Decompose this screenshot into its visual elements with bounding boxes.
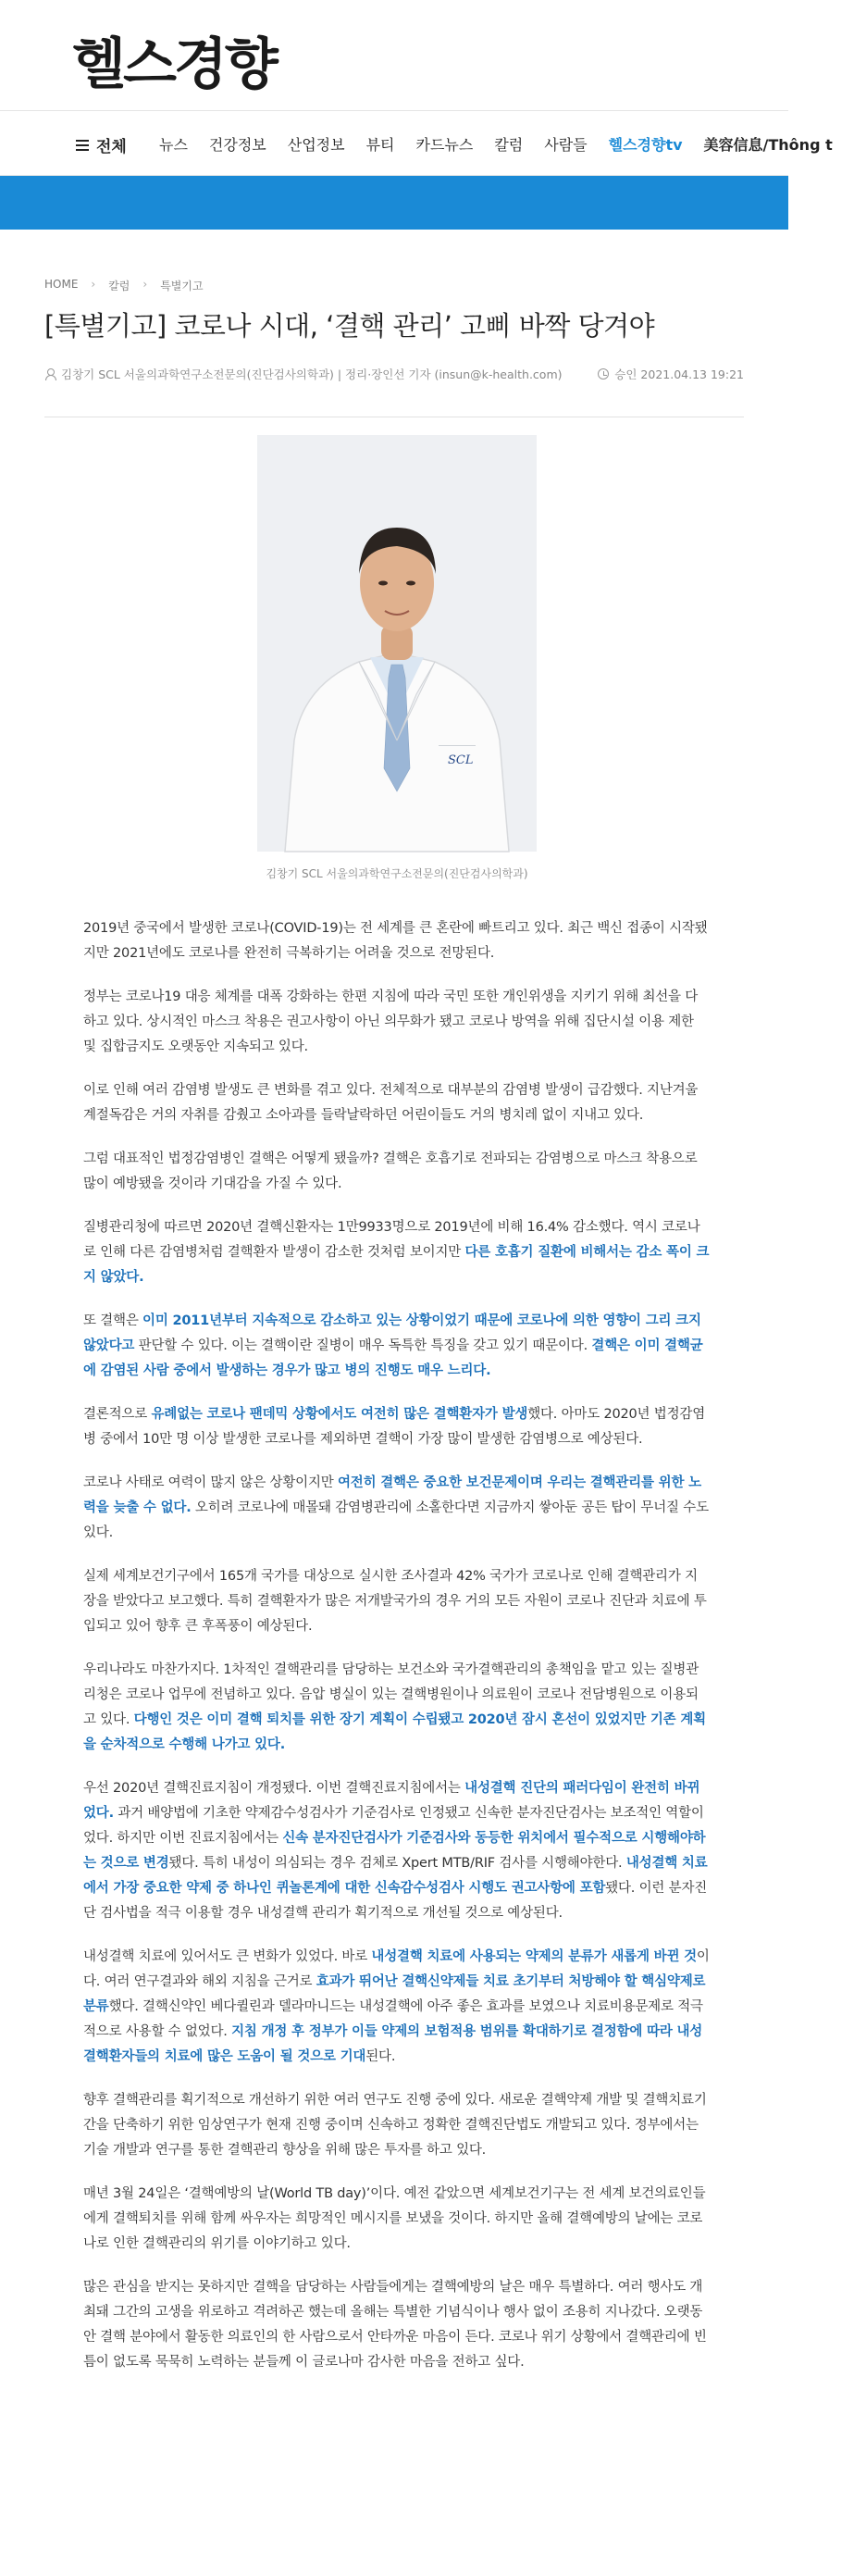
paragraph-text: 실제 세계보건기구에서 165개 국가를 대상으로 실시한 조사결과 42% 국가가 코로나로 인해 결핵관리가 지장을 받았다고 보고했다. 특히 결핵환자가 많은 저개발국가의 경우 거의 모든 자원이 코로나 진단과 치료에 투입되고 있어 향후 큰 후폭풍이 예상된다. — [83, 1569, 707, 1634]
nav-item[interactable]: 뉴스 — [159, 136, 188, 154]
article-body — [83, 916, 710, 2394]
all-menu-label: 전체 — [96, 138, 127, 156]
author-photo — [257, 435, 537, 852]
article-paragraph — [83, 985, 710, 1060]
highlighted-text: 다행인 것은 이미 결핵 퇴치를 위한 장기 계획이 수립됐고 2020년 잠시 혼선이 있었지만 기존 계획을 순차적으로 수행해 나가고 있다. — [83, 1712, 706, 1752]
article-paragraph — [83, 2088, 710, 2163]
article-paragraph — [83, 2275, 710, 2375]
nav-items — [159, 133, 854, 155]
paragraph-text: 했다. 결핵신약인 베다퀼린과 델라마니드는 내성결핵에 아주 좋은 효과를 보였으나 치료비용문제로 적극적으로 사용할 수 없었다. — [83, 1999, 703, 2039]
paragraph-text: 오히려 코로나에 매몰돼 감염병관리에 소홀한다면 지금까지 쌓아둔 공든 탑이 무너질 수도 있다. — [83, 1500, 709, 1540]
paragraph-text: 우선 2020년 결핵진료지침이 개정됐다. 이번 결핵진료지침에서는 — [83, 1781, 465, 1796]
highlighted-text: 결핵은 이미 결핵균에 감염된 사람 중에서 발생하는 경우가 많고 병의 진행도 매우 느리다. — [83, 1338, 703, 1378]
byline — [44, 366, 563, 382]
paragraph-text: 질병관리청에 따르면 2020년 결핵신환자는 1만9933명으로 2019년에 비해 16.4% 감소했다. 역시 코로나로 인해 다른 감염병처럼 결핵환자 발생이 감소한 것처럼 보이지만 — [83, 1220, 700, 1260]
paragraph-text: 됐다. 특히 내성이 의심되는 경우 검체로 Xpert MTB/RIF 검사를 시행해야한다. — [168, 1856, 626, 1871]
paragraph-text: 정부는 코로나19 대응 체계를 대폭 강화하는 한편 지침에 따라 국민 또한 개인위생을 지키기 위해 최선을 다하고 있다. 상시적인 마스크 착용은 권고사항이 아닌 의무화가 됐고 코로나 방역을 위해 집단시설 이용 제한 및 집합금지도 오랫동안 지속되고 있다. — [83, 989, 699, 1054]
article-paragraph — [83, 1215, 710, 1290]
article-title: [특별기고] 코로나 시대, ‘결핵 관리’ 고삐 바짝 당겨야 — [44, 310, 655, 342]
highlighted-text: 내성결핵 진단의 패러다임이 완전히 바뀌었다. — [83, 1781, 700, 1821]
article-paragraph — [83, 1471, 710, 1546]
chevron-right-icon: › — [142, 278, 148, 291]
paragraph-text: 그럼 대표적인 법정감염병인 결핵은 어떻게 됐을까? 결핵은 호흡기로 전파되는 감염병으로 마스크 착용으로 많이 예방됐을 것이라 기대감을 가질 수 있다. — [83, 1151, 698, 1191]
paragraph-text: 결론적으로 — [83, 1407, 152, 1422]
highlighted-text: 이미 2011년부터 지속적으로 감소하고 있는 상황이었기 때문에 코로나에 의한 영향이 그리 크지 않았다고 — [83, 1313, 701, 1353]
svg-text:SCL: SCL — [448, 753, 474, 767]
clock-icon — [598, 368, 609, 380]
hamburger-icon — [76, 140, 89, 151]
paragraph-text: 된다. — [365, 2049, 396, 2064]
article-paragraph — [83, 2182, 710, 2257]
site-logo[interactable]: 헬스경향 — [72, 32, 276, 97]
paragraph-text: 향후 결핵관리를 획기적으로 개선하기 위한 여러 연구도 진행 중에 있다. 새로운 결핵약제 개발 및 결핵치료기간을 단축하기 위한 임상연구가 현재 진행 중이며 신속하고 정확한 결핵진단법도 개발되고 있다. 정부에서는 기술 개발과 연구를 통한 결핵관리 향상을 위해 많은 투자를 하고 있다. — [83, 2093, 707, 2158]
nav-item[interactable]: 건강정보 — [208, 136, 266, 154]
highlighted-text: 지침 개정 후 정부가 이들 약제의 보험적용 범위를 확대하기로 결정함에 따라 내성결핵환자들의 치료에 많은 도움이 될 것으로 기대 — [83, 2024, 703, 2064]
highlighted-text: 효과가 뛰어난 결핵신약제들 치료 초기부터 처방해야 할 핵심약제로 분류 — [83, 1974, 706, 2014]
main-nav — [0, 111, 833, 176]
nav-item[interactable]: 카드뉴스 — [415, 136, 474, 154]
article-paragraph — [83, 1945, 710, 2070]
nav-item[interactable]: 뷰티 — [365, 136, 395, 154]
all-menu-button[interactable] — [76, 133, 127, 156]
article-paragraph — [83, 1309, 710, 1384]
breadcrumb-item[interactable]: 칼럼 — [108, 280, 130, 292]
paragraph-text: 또 결핵은 — [83, 1313, 143, 1328]
chevron-right-icon: › — [91, 278, 96, 291]
paragraph-text: 2019년 중국에서 발생한 코로나(COVID-19)는 전 세계를 큰 혼란에 빠트리고 있다. 최근 백신 접종이 시작됐지만 2021년에도 코로나를 완전히 극복하기는 어려울 것으로 전망된다. — [83, 921, 708, 961]
article-paragraph — [83, 916, 710, 966]
highlighted-text: 다른 호흡기 질환에 비해서는 감소 폭이 크지 않았다. — [83, 1245, 710, 1285]
byline-text: 김창기 SCL 서울의과학연구소전문의(진단검사의학과) | 정리·장인선 기자 (insun@k-health.com) — [61, 367, 563, 381]
paragraph-text: 코로나 사태로 여력이 많지 않은 상황이지만 — [83, 1475, 338, 1490]
paragraph-text: 이로 인해 여러 감염병 발생도 큰 변화를 겪고 있다. 전체적으로 대부분의 감염병 발생이 급감했다. 지난겨울 계절독감은 거의 자취를 감췄고 소아과를 들락날락하던 어린이들도 거의 병치레 없이 지내고 있다. — [83, 1083, 699, 1123]
nav-item[interactable]: 헬스경향tv — [608, 136, 683, 154]
article-paragraph — [83, 1658, 710, 1758]
paragraph-text: 많은 관심을 받지는 못하지만 결핵을 담당하는 사람들에게는 결핵예방의 날은 매우 특별하다. 여러 행사도 개최돼 그간의 고생을 위로하고 격려하곤 했는데 올해는 특별한 기념식이나 행사 없이 조용히 지나갔다. 오랫동안 결핵 분야에서 활동한 의료인의 한 사람으로서 안타까운 마음이 든다. 코로나 위기 상황에서 결핵관리에 빈틈이 없도록 묵묵히 노력하는 분들께 이 글로나마 감사한 마음을 전하고 싶다. — [83, 2280, 707, 2370]
paragraph-text: 매년 3월 24일은 ‘결핵예방의 날(World TB day)’이다. 예전 같았으면 세계보건기구는 전 세계 보건의료인들에게 결핵퇴치를 위해 함께 싸우자는 희망적인 메시지를 보냈을 것이다. 하지만 올해 결핵예방의 날에는 코로나로 인한 결핵관리의 위기를 이야기하고 있다. — [83, 2186, 706, 2251]
paragraph-text: 이다. 여러 연구결과와 해외 지침을 근거로 — [83, 1949, 710, 1989]
breadcrumb-item[interactable]: HOME — [44, 278, 79, 291]
paragraph-text: 내성결핵 치료에 있어서도 큰 변화가 있었다. 바로 — [83, 1949, 372, 1964]
paragraph-text: 판단할 수 있다. 이는 결핵이란 질병이 매우 독특한 특징을 갖고 있기 때문이다. — [134, 1338, 592, 1353]
highlighted-text: 여전히 결핵은 중요한 보건문제이며 우리는 결핵관리를 위한 노력을 늦출 수 없다. — [83, 1475, 701, 1515]
category-banner — [0, 176, 788, 230]
nav-item[interactable]: 산업정보 — [287, 136, 345, 154]
article-paragraph — [83, 1564, 710, 1639]
person-icon — [44, 368, 56, 380]
highlighted-text: 유례없는 코로나 팬데믹 상황에서도 여전히 많은 결핵환자가 발생 — [151, 1407, 528, 1422]
paragraph-text: 했다. 아마도 2020년 법정감염병 중에서 10만 명 이상 발생한 코로나를 제외하면 결핵이 가장 많이 발생한 감염병으로 예상된다. — [83, 1407, 705, 1447]
paragraph-text: 과거 배양법에 기초한 약제감수성검사가 기준검사로 인정됐고 신속한 분자진단검사는 보조적인 역할이었다. 하지만 이번 진료지침에서는 — [83, 1806, 704, 1846]
breadcrumb — [44, 278, 217, 293]
nav-item[interactable]: 칼럼 — [494, 136, 524, 154]
article-paragraph — [83, 1776, 710, 1926]
publish-date-text: 승인 2021.04.13 19:21 — [614, 367, 744, 381]
paragraph-text: 됐다. 이런 분자진단 검사법을 적극 이용할 경우 내성결핵 관리가 획기적으로 개선될 것으로 예상된다. — [83, 1881, 708, 1921]
photo-caption: 김창기 SCL 서울의과학연구소전문의(진단검사의학과) — [266, 867, 528, 880]
article-paragraph — [83, 1078, 710, 1128]
nav-item[interactable]: 사람들 — [544, 136, 588, 154]
article-paragraph — [83, 1147, 710, 1197]
highlighted-text: 신속 분자진단검사가 기준검사와 동등한 위치에서 필수적으로 시행해야하는 것으로 변경 — [83, 1831, 706, 1871]
article-paragraph — [83, 1402, 710, 1452]
breadcrumb-item[interactable]: 특별기고 — [160, 280, 204, 292]
highlighted-text: 내성결핵 치료에 사용되는 약제의 분류가 새롭게 바뀐 것 — [371, 1949, 697, 1964]
site-header — [0, 0, 788, 111]
paragraph-text: 우리나라도 마찬가지다. 1차적인 결핵관리를 담당하는 보건소와 국가결핵관리의 총책임을 맡고 있는 질병관리청은 코로나 업무에 전념하고 있다. 음압 병실이 있는 결핵병원이나 의료원이 코로나 전담병원으로 이용되고 있다. — [83, 1662, 699, 1727]
publish-date — [598, 366, 744, 382]
highlighted-text: 내성결핵 치료에서 가장 중요한 약제 중 하나인 퀴놀론계에 대한 신속감수성검사 시행도 권고사항에 포함 — [83, 1856, 708, 1896]
nav-item[interactable]: 美容信息/Thông t — [703, 136, 833, 154]
